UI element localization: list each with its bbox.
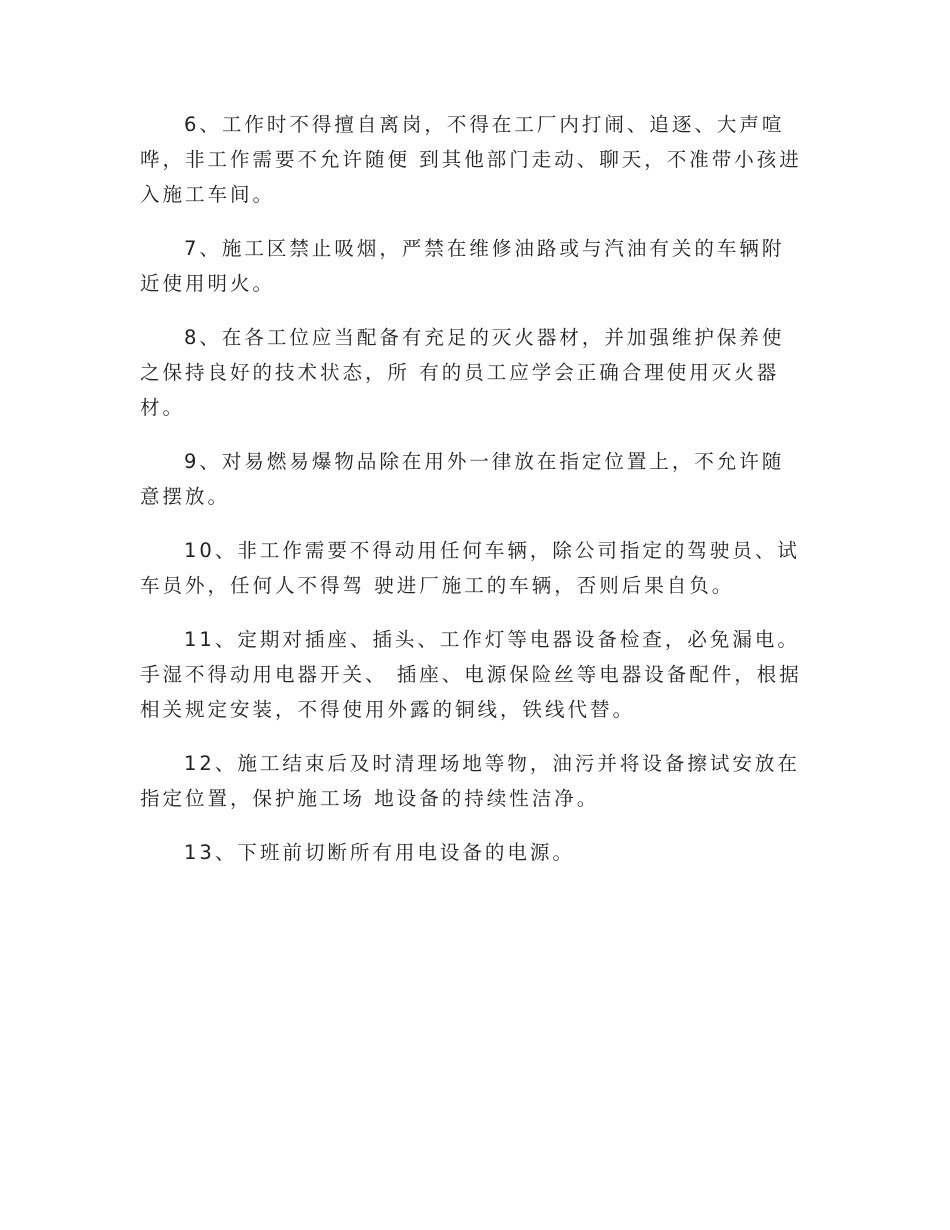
paragraph-8: 8、在各工位应当配备有充足的灭火器材，并加强维护保养使之保持良好的技术状态，所 有的员工应学会正确合理使用灭火器材。	[140, 326, 785, 419]
paragraph-12: 12、施工结束后及时清理场地等物，油污并将设备擦试安放在指定位置，保护施工场 地设备的持续性洁净。	[140, 752, 800, 810]
paragraph-7: 7、施工区禁止吸烟，严禁在维修油路或与汽油有关的车辆附近使用明火。	[140, 237, 785, 295]
paragraph-9: 9、对易燃易爆物品除在用外一律放在指定位置上，不允许随意摆放。	[140, 450, 785, 508]
paragraph-10: 10、非工作需要不得动用任何车辆，除公司指定的驾驶员、试车员外，任何人不得驾 驶进厂施工的车辆，否则后果自负。	[140, 539, 800, 597]
paragraph-6: 6、工作时不得擅自离岗，不得在工厂内打闹、追逐、大声喧哗，非工作需要不允许随便 到其他部门走动、聊天，不准带小孩进入施工车间。	[140, 113, 802, 206]
paragraph-11: 11、定期对插座、插头、工作灯等电器设备检查，必免漏电。手湿不得动用电器开关、 插座、电源保险丝等电器设备配件，根据相关规定安装，不得使用外露的铜线，铁线代替。	[140, 628, 802, 721]
document-body	[140, 107, 806, 889]
paragraph-13: 13、下班前切断所有用电设备的电源。	[184, 841, 575, 864]
